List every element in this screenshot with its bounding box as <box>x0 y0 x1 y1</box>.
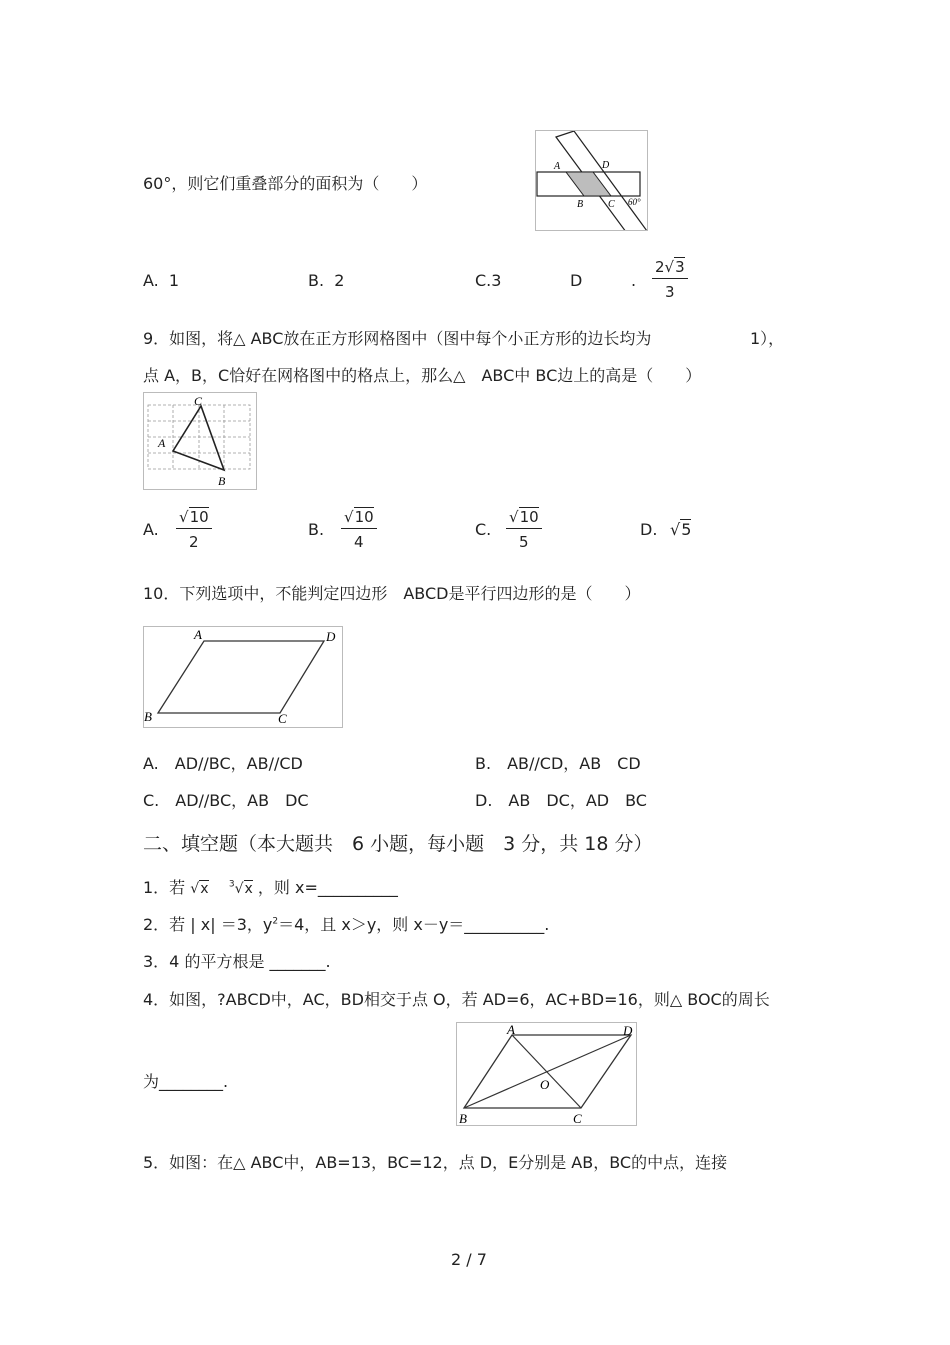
parallelogram-diagram <box>144 627 342 727</box>
q8-option-c: C.3 <box>475 271 502 290</box>
q9-option-d-value: √5 <box>670 520 692 539</box>
q10-option-a: A. AD//BC，AB//CD <box>143 754 303 773</box>
q9-option-b-fraction: $\frac{√10}{4}$ <box>341 508 377 551</box>
q4-label-C: C <box>573 1111 582 1125</box>
q4-figure <box>456 1022 637 1126</box>
section-2-title: 二、填空题（本大题共 6 小题，每小题 3 分，共 18 分） <box>143 833 653 855</box>
q8-option-a: A. 1 <box>143 271 180 290</box>
q8-stem: 60°，则它们重叠部分的面积为（ ） <box>143 174 428 193</box>
q8-label-C: C <box>608 199 615 210</box>
q9-figure <box>143 392 257 490</box>
parallelogram-diagonals-diagram <box>457 1023 636 1125</box>
q9-option-b-letter: B. <box>308 520 325 539</box>
q10-label-A: A <box>194 627 202 642</box>
page-number: 2 / 7 <box>451 1250 487 1269</box>
fill-q4-line2: 为________. <box>143 1072 229 1091</box>
q8-option-d-letter: D <box>570 271 583 290</box>
q9-option-c-fraction: $\frac{√10}{5}$ <box>506 508 542 551</box>
q8-label-B: B <box>577 199 584 210</box>
q9-option-a-letter: A. <box>143 520 159 539</box>
q8-option-d-dot: . <box>631 271 637 290</box>
q9-line1: 9．如图，将△ ABC放在正方形网格图中（图中每个小正方形的边长均为 <box>143 329 652 348</box>
q8-angle-label: 60° <box>628 197 641 207</box>
q4-label-A: A <box>507 1023 515 1037</box>
q9-line2: 点 A，B，C恰好在网格图中的格点上，那么△ ABC中 BC边上的高是（ ） <box>143 366 702 385</box>
q9-option-a-fraction: $\frac{√10}{2}$ <box>176 508 212 551</box>
fill-q2: 2．若 | x| ＝3，$y^2=4$，且 x＞y，则 x－y＝__________. <box>143 915 550 934</box>
q9-line1-end: 1）， <box>750 329 785 348</box>
q10-label-B: B <box>144 709 152 724</box>
q10-figure <box>143 626 343 728</box>
q9-option-c-letter: C. <box>475 520 492 539</box>
q9-label-B: B <box>218 474 226 488</box>
q10-label-C: C <box>278 711 287 726</box>
q8-label-A: A <box>554 161 561 172</box>
q8-label-D: D <box>602 160 610 171</box>
fill-q5: 5．如图：在△ ABC中，AB=13，BC=12，点 D，E分别是 AB，BC的中点，连接 <box>143 1153 728 1172</box>
q8-option-b: B. 2 <box>308 271 345 290</box>
q10-option-c: C. AD//BC，AB DC <box>143 791 309 810</box>
fill-q4-line1: 4．如图，?ABCD中，AC，BD相交于点 O，若 AD=6，AC+BD=16，则△ BOC的周长 <box>143 990 770 1009</box>
q8-option-d-fraction: $\frac{2√3}{3}$ <box>652 258 688 301</box>
fill-q3: 3．4 的平方根是 _______. <box>143 952 331 971</box>
overlapping-strips-diagram <box>536 131 647 230</box>
q4-label-O: O <box>540 1077 550 1092</box>
q9-option-d-letter: D. <box>640 520 658 539</box>
q4-label-B: B <box>459 1111 467 1125</box>
q9-label-C: C <box>194 394 203 408</box>
q10-option-b: B. AB//CD，AB CD <box>475 754 641 773</box>
q8-figure <box>535 130 648 231</box>
q10-label-D: D <box>326 629 336 644</box>
q10-stem: 10．下列选项中，不能判定四边形 ABCD是平行四边形的是（ ） <box>143 584 641 603</box>
grid-triangle-diagram <box>144 393 256 489</box>
q9-label-A: A <box>158 436 166 450</box>
fill-q1: 1．若 √x $^3$√x ，则 x=__________ <box>143 878 398 897</box>
q10-option-d: D. AB DC，AD BC <box>475 791 647 810</box>
q4-label-D: D <box>623 1023 633 1038</box>
